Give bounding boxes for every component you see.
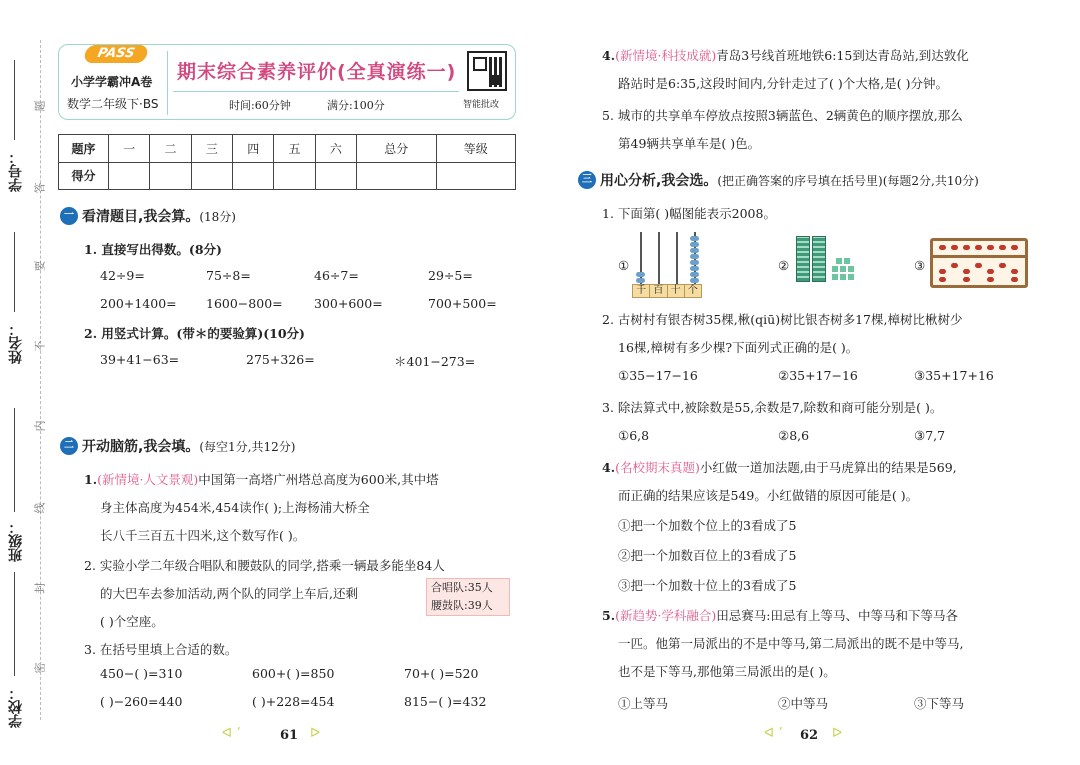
score-cell[interactable] [233,162,274,190]
choice-4-option-2[interactable]: ②把一个加数百位上的3看成了5 [618,548,797,563]
fill-item: 600+( )=850 [252,666,335,681]
score-cell[interactable] [357,162,436,190]
table-row [59,162,516,190]
question-tag: (名校期末真题) [615,460,700,475]
pass-logo: PASS [83,45,149,63]
choice-2-line: 16棵,樟树有多少棵?下面列式正确的是( )。 [618,340,859,355]
grade-label: 数学二年级下·BS [67,97,159,111]
table-header-cell: 二 [150,135,191,163]
table-header-cell: 四 [233,135,274,163]
table-row [59,135,516,163]
place-value-bar [632,284,702,298]
class-label: 班级： [8,520,24,562]
question-tag: (新情境·人文景观) [97,472,199,487]
choir-count: 合唱队:35人 [431,581,493,594]
option-2-marker[interactable]: ② [778,258,790,273]
page-number: 62 [800,728,819,743]
qr-code-icon[interactable] [467,51,507,91]
seal-char: 要 [33,260,47,272]
table-header-cell: 题序 [59,135,109,163]
choice-2-option-3[interactable]: ③35+17+16 [914,368,994,383]
section-3-heading [578,170,979,190]
choice-4-option-3[interactable]: ③把一个加数十位上的3看成了5 [618,578,797,593]
section-title: 看清题目,我会算。 [82,209,200,225]
table-header-cell: 等级 [436,135,515,163]
choice-4: 4.(名校期末真题)小红做一道加法题,由于马虎算出的结果是569, [602,460,957,475]
leaf-decoration-icon: ᐅ [310,726,320,741]
leaf-decoration-icon: ᐊ ʼ [222,726,241,741]
seal-line [40,40,41,720]
student-id-label: 学号： [8,150,24,192]
calc-item: 46÷7= [314,268,359,283]
question-1-2: 2. 用竖式计算。(带＊的要验算)(10分) [84,326,305,341]
place-label: 百 [650,285,667,297]
calc-item: 42÷9= [100,268,145,283]
team-info-box [426,578,510,616]
section-number-badge: 一 [60,207,78,225]
section-1-heading [60,206,236,226]
school-blank[interactable] [14,572,15,676]
exam-title: 期末综合素养评价(全真演练一) [177,61,457,83]
vertical-calc-item: 39+41−63= [100,352,180,367]
choice-3-option-2[interactable]: ②8,6 [778,428,810,443]
vertical-calc-item: ＊401−273= [394,354,476,369]
name-blank[interactable] [14,232,15,312]
fill-item: ( )−260=440 [100,694,183,709]
abacus-picture [930,238,1028,288]
option-3-marker[interactable]: ③ [914,258,926,273]
question-2-2: 2. 实验小学二年级合唱队和腰鼓队的同学,搭乘一辆最多能坐84人 [84,558,445,573]
table-header-cell: 三 [191,135,232,163]
exam-header [58,44,516,120]
seal-char: 密 [33,662,47,674]
choice-5-line: 也不是下等马,那他第三局派出的是( )。 [618,664,836,679]
seal-char: 不 [33,340,47,352]
leaf-decoration-icon: ᐅ [832,726,842,741]
choice-3: 3. 除法算式中,被除数是55,余数是7,除数和商可能分别是( )。 [602,400,943,415]
counting-frame-picture [632,232,702,298]
section-note: (18分) [199,209,236,224]
leaf-decoration-icon: ᐊ ʼ [764,726,783,741]
section-note: (每空1分,共12分) [199,439,296,454]
school-label: 学校： [8,686,24,728]
choice-3-option-3[interactable]: ③7,7 [914,428,946,443]
choice-2-option-2[interactable]: ②35+17−16 [778,368,858,383]
fill-item: 70+( )=520 [404,666,479,681]
fill-item: 815−( )=432 [404,694,487,709]
score-cell[interactable] [150,162,191,190]
question-2-1-line: 长八千三百五十四米,这个数写作( )。 [100,528,306,543]
calc-item: 700+500= [428,296,497,311]
fill-item: ( )+228=454 [252,694,335,709]
question-1-1: 1. 直接写出得数。(8分) [84,242,222,257]
question-2-4-line: 路站时是6:35,这段时间内,分针走过了( )个大格,是( )分钟。 [618,76,948,91]
class-blank[interactable] [14,408,15,512]
calc-item: 300+600= [314,296,383,311]
qr-caption: 智能批改 [463,100,500,110]
option-1-marker[interactable]: ① [618,258,630,273]
question-2-5-line: 第49辆共享单车是( )色。 [618,136,761,151]
score-table [58,134,516,190]
student-id-blank[interactable] [14,60,15,140]
choice-1: 1. 下面第( )幅图能表示2008。 [602,206,776,221]
score-cell[interactable] [315,162,356,190]
header-divider [167,51,168,115]
fill-item: 450−( )=310 [100,666,183,681]
table-header-cell: 六 [315,135,356,163]
score-cell[interactable] [109,162,150,190]
binding-margin [0,0,48,765]
name-label: 姓名： [8,322,24,364]
choice-5-line: 一匹。他第一局派出的不是中等马,第二局派出的既不是中等马, [618,636,964,651]
choice-4-option-1[interactable]: ①把一个加数个位上的3看成了5 [618,518,797,533]
exam-full-score: 满分:100分 [327,99,385,112]
question-2-2-line: 的大巴车去参加活动,两个队的同学上车后,还剩 [100,586,358,601]
calc-item: 200+1400= [100,296,177,311]
seal-char: 线 [33,502,47,514]
calc-item: 1600−800= [206,296,283,311]
score-cell[interactable] [274,162,315,190]
choice-5-option-3[interactable]: ③下等马 [914,696,965,711]
section-2-heading [60,436,295,456]
question-2-1-line: 身主体高度为454米,454读作( );上海杨浦大桥全 [100,500,370,515]
table-header-cell: 一 [109,135,150,163]
table-header-cell: 五 [274,135,315,163]
section-number-badge: 三 [578,171,596,189]
choice-2-option-1[interactable]: ①35−17−16 [618,368,698,383]
place-label: 十 [668,285,685,297]
question-2-2-line: ( )个空座。 [100,614,164,629]
section-title: 开动脑筋,我会填。 [82,439,200,455]
choice-4-line: 而正确的结果应该是549。小红做错的原因可能是( )。 [618,488,919,503]
table-header-cell: 总分 [357,135,436,163]
section-number-badge: 二 [60,437,78,455]
question-2-4: 4.(新情境·科技成就)青岛3号线首班地铁6:15到达青岛站,到达敦化 [602,48,969,63]
exam-time: 时间:60分钟 [229,99,291,112]
choice-2: 2. 古树村有银杏树35棵,楸(qiū)树比银杏树多17棵,樟树比楸树少 [602,312,963,327]
drum-team-count: 腰鼓队:39人 [431,599,493,612]
question-tag: (新情境·科技成就) [615,48,717,63]
seal-char: 答 [33,182,47,194]
score-cell[interactable] [436,162,515,190]
series-name: 小学学霸冲A卷 [71,75,153,89]
seal-char: 内 [33,420,47,432]
place-label: 千 [633,285,650,297]
question-2-5: 5. 城市的共享单车停放点按照3辆蓝色、2辆黄色的顺序摆放,那么 [602,108,963,123]
page-number: 61 [280,728,299,743]
question-tag: (新趋势·学科融合) [615,608,717,623]
base-ten-blocks-picture [796,236,858,286]
choice-5-option-2[interactable]: ②中等马 [778,696,829,711]
vertical-calc-item: 275+326= [246,352,315,367]
seal-char: 题 [33,100,47,112]
header-rule [173,91,459,92]
seal-char: 封 [33,582,47,594]
calc-item: 75÷8= [206,268,251,283]
place-label: 个 [687,285,698,296]
choice-5-option-1[interactable]: ①上等马 [618,696,669,711]
choice-3-option-1[interactable]: ①6,8 [618,428,650,443]
calc-item: 29÷5= [428,268,473,283]
section-title: 用心分析,我会选。 [600,173,718,189]
choice-5: 5.(新趋势·学科融合)田忌赛马:田忌有上等马、中等马和下等马各 [602,608,959,623]
score-row-label: 得分 [59,162,109,190]
section-note: (把正确答案的序号填在括号里)(每题2分,共10分) [717,173,979,188]
question-2-3: 3. 在括号里填上合适的数。 [84,642,238,657]
score-cell[interactable] [191,162,232,190]
question-2-1: 1.(新情境·人文景观)中国第一高塔广州塔总高度为600米,其中塔 [84,472,439,487]
